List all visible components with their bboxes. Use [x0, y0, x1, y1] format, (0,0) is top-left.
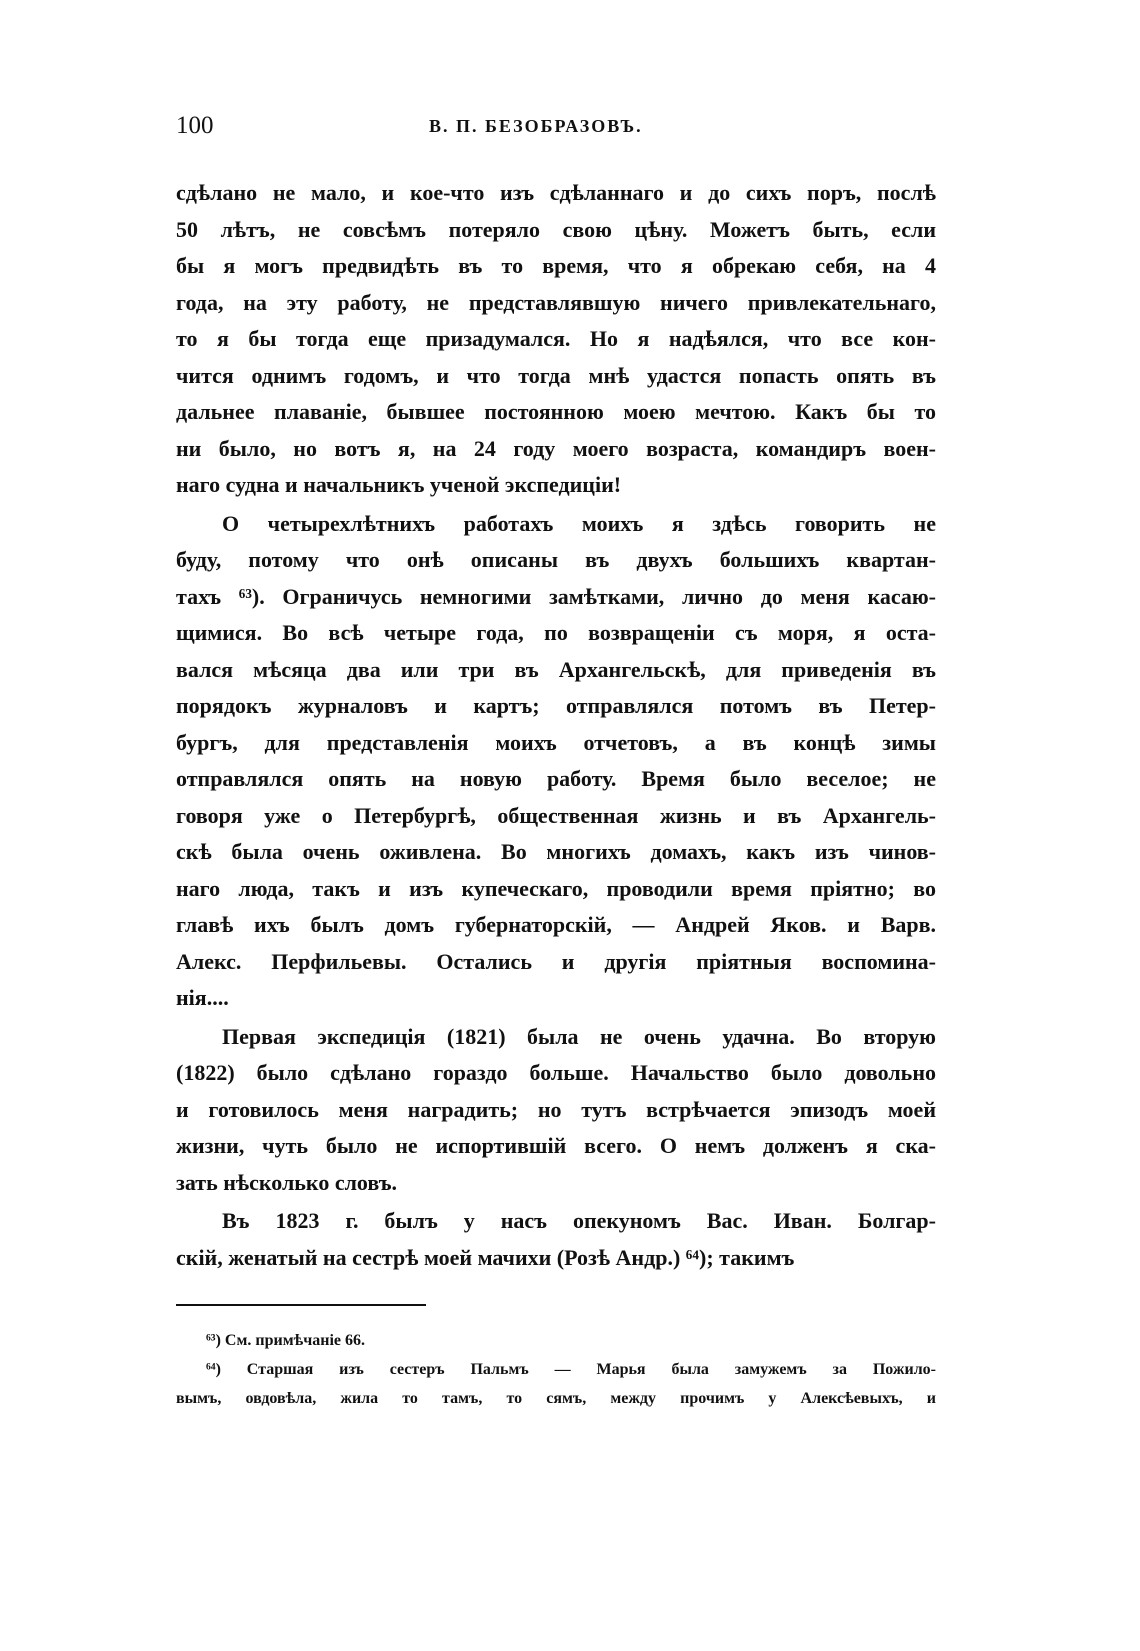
text-line: отправлялся опять на новую работу. Время было веселое; не	[176, 766, 936, 791]
text-line: жизни, чуть было не испортившій всего. О немъ долженъ я ска-	[176, 1133, 936, 1158]
paragraph	[176, 506, 936, 1017]
page-number: 100	[176, 112, 214, 139]
text-line: щимися. Во всѣ четыре года, по возвращеніи съ моря, я оста-	[176, 620, 936, 645]
paragraph	[176, 1019, 936, 1202]
text-line: Въ 1823 г. былъ у насъ опекуномъ Вас. Иван. Болгар-	[222, 1208, 936, 1233]
text-line: вался мѣсяца два или три въ Архангельскѣ, для приведенія въ	[176, 656, 936, 682]
text-line: говоря уже о Петербургѣ, общественная жизнь и въ Архангель-	[176, 802, 936, 828]
text-line: наго судна и начальникъ ученой экспедиціи!	[176, 472, 622, 497]
footnote-continuation: вымъ, овдовѣла, жила то тамъ, то сямъ, между прочимъ у Алексѣевыхъ, и	[176, 1390, 936, 1407]
text-line: и готовилось меня наградить; но тутъ встрѣчается эпизодъ моей	[176, 1096, 936, 1122]
footnotes	[176, 1326, 936, 1413]
text-line: скій, женатый на сестрѣ моей мачихи (Розѣ Андр.) ⁶⁴); такимъ	[176, 1244, 795, 1270]
text-line: бургъ, для представленія моихъ отчетовъ, а въ концѣ зимы	[176, 729, 936, 755]
text-line: порядокъ журналовъ и картъ; отправлялся потомъ въ Петер-	[176, 693, 936, 718]
text-line: Первая экспедиція (1821) была не очень удачна. Во вторую	[222, 1023, 936, 1049]
text-line: скѣ была очень оживлена. Во многихъ домахъ, какъ изъ чинов-	[176, 839, 936, 864]
text-line: главѣ ихъ былъ домъ губернаторскій, — Андрей Яков. и Варв.	[176, 912, 936, 937]
text-line: Алекс. Перфильевы. Остались и другія пріятныя воспомина-	[176, 948, 936, 974]
paragraph	[176, 175, 936, 504]
page-header	[176, 112, 936, 146]
text-line: года, на эту работу, не представлявшую ничего привлекательнаго,	[176, 289, 936, 315]
text-line: то я бы тогда еще призадумался. Но я надѣялся, что все кон-	[176, 326, 936, 351]
text-line: тахъ ⁶³). Ограничусь немногими замѣтками, лично до меня касаю-	[176, 583, 936, 609]
text-line: (1822) было сдѣлано гораздо больше. Начальство было довольно	[176, 1060, 936, 1085]
text-line: нія....	[176, 985, 229, 1010]
text-line: О четырехлѣтнихъ работахъ моихъ я здѣсь говорить не	[222, 510, 936, 536]
text-line: дальнее плаваніе, бывшее постоянною моею мечтою. Какъ бы то	[176, 399, 936, 424]
running-title: В. П. БЕЗОБРАЗОВЪ.	[429, 116, 643, 136]
footnote: ⁶³) См. примѣчаніе 66.	[206, 1332, 365, 1349]
footnote-divider	[176, 1304, 426, 1306]
footnote: ⁶⁴) Старшая изъ сестеръ Пальмъ — Марья была замужемъ за Пожило-	[206, 1361, 936, 1378]
text-line: ни было, но вотъ я, на 24 году моего возраста, командиръ воен-	[176, 435, 936, 461]
text-line: зать нѣсколько словъ.	[176, 1169, 398, 1195]
text-line: чится однимъ годомъ, и что тогда мнѣ удастся попасть опять въ	[176, 362, 936, 388]
body-text	[176, 175, 936, 1278]
text-line: бы я могъ предвидѣть въ то время, что я обрекаю себя, на 4	[176, 253, 936, 278]
paragraph	[176, 1203, 936, 1276]
text-line: сдѣлано не мало, и кое-что изъ сдѣланнаго и до сихъ поръ, послѣ	[176, 180, 936, 205]
text-line: наго люда, такъ и изъ купеческаго, проводили время пріятно; во	[176, 875, 936, 901]
text-line: 50 лѣтъ, не совсѣмъ потеряло свою цѣну. Можетъ быть, если	[176, 216, 936, 242]
text-line: буду, потому что онѣ описаны въ двухъ большихъ квартан-	[176, 547, 936, 572]
